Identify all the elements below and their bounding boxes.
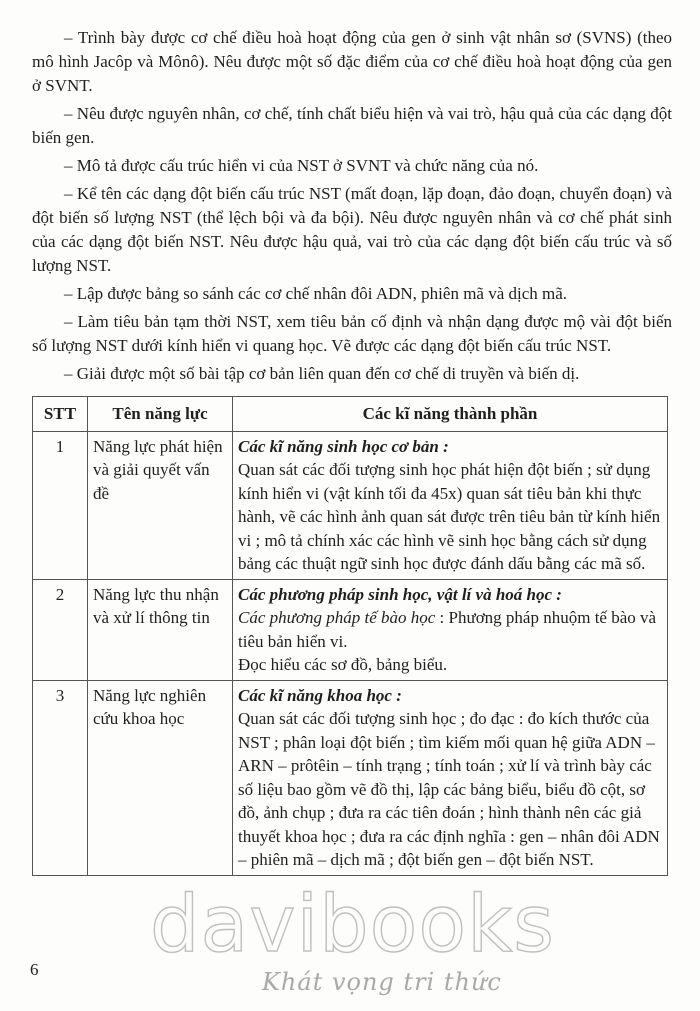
objective-paragraph: – Làm tiêu bản tạm thời NST, xem tiêu bản cố định và nhận dạng được mộ vài đột biến số lượng NST dưới kính hiển vi quang học. Vẽ được các dạng đột biến cấu trúc NST. <box>32 312 672 355</box>
skills-subheading: Các phương pháp tế bào học <box>238 608 436 627</box>
skills-extra-text: Đọc hiểu các sơ đồ, bảng biểu. <box>238 655 448 674</box>
skills-text: Quan sát các đối tượng sinh học phát hiện đột biến ; sử dụng kính hiển vi (vật kính tối đa 45x) quan sát tiêu bản khi thực hành, vẽ các hình ảnh quan sát được trên tiêu bản từ kính hiển vi ; mô tả chính xác các hình vẽ sinh học bằng cách sử dụng bảng các thuật ngữ sinh học được đánh dấu bằng các mã số. <box>238 460 661 573</box>
skills-heading: Các kĩ năng khoa học : <box>238 685 402 705</box>
table-header-row <box>33 397 668 432</box>
page-body <box>32 26 672 390</box>
skills-cell <box>233 579 668 680</box>
competency-name: Năng lực phát hiện và giải quyết vấn đề <box>88 431 233 579</box>
competency-table <box>32 396 668 876</box>
row-number: 2 <box>33 579 88 680</box>
objective-paragraph: – Kể tên các dạng đột biến cấu trúc NST (mất đoạn, lặp đoạn, đảo đoạn, chuyển đoạn) và đột biến số lượng NST (thể lệch bội và đa bội). Nêu được nguyên nhân và cơ chế phát sinh của các dạng đột biến NST. Nêu được hậu quả, vai trò của các dạng đột biến cấu trúc và số lượng NST. <box>32 184 672 275</box>
skills-cell <box>233 680 668 875</box>
header-competency-name: Tên năng lực <box>88 397 233 432</box>
objective-paragraph: – Lập được bảng so sánh các cơ chế nhân đôi ADN, phiên mã và dịch mã. <box>64 284 568 303</box>
objective-paragraph: – Mô tả được cấu trúc hiển vi của NST ở SVNT và chức năng của nó. <box>64 156 539 175</box>
table-row <box>33 680 668 875</box>
row-number: 3 <box>33 680 88 875</box>
skills-heading: Các kĩ năng sinh học cơ bản : <box>238 436 449 456</box>
objective-paragraph: – Trình bày được cơ chế điều hoà hoạt động của gen ở sinh vật nhân sơ (SVNS) (theo mô hình Jacôp và Mônô). Nêu được một số đặc điểm của cơ chế điều hoà hoạt động của gen ở SVNT. <box>32 28 672 95</box>
header-component-skills: Các kĩ năng thành phần <box>233 397 668 432</box>
table-row <box>33 431 668 579</box>
competency-name: Năng lực nghiên cứu khoa học <box>88 680 233 875</box>
objective-paragraph: – Giải được một số bài tập cơ bản liên quan đến cơ chế di truyền và biến dị. <box>64 364 580 383</box>
page-number: 6 <box>30 960 39 979</box>
table-row <box>33 579 668 680</box>
skills-heading: Các phương pháp sinh học, vật lí và hoá học : <box>238 584 562 604</box>
skills-text: : Phương pháp nhuộm tế bào và tiêu bản hiển vi. <box>238 608 657 651</box>
competency-name: Năng lực thu nhận và xử lí thông tin <box>88 579 233 680</box>
skills-text: Quan sát các đối tượng sinh học ; đo đạc : đo kích thước của NST ; phân loại đột biến ; tìm kiếm mối quan hệ giữa ADN – ARN – prôtêin – tính trạng ; tính toán ; xử lí và trình bày các số liệu bao gồm vẽ đồ thị, lập các bảng biểu, biểu đồ cột, sơ đồ, ảnh chụp ; đưa ra các tiên đoán ; hình thành nên các giả thuyết khoa học ; đưa ra các định nghĩa : gen – nhân đôi ADN – phiên mã – dịch mã ; đột biến gen – đột biến NST. <box>238 709 660 869</box>
header-stt: STT <box>33 397 88 432</box>
skills-cell <box>233 431 668 579</box>
publisher-watermark: davibooks <box>150 880 555 970</box>
objective-paragraph: – Nêu được nguyên nhân, cơ chế, tính chất biểu hiện và vai trò, hậu quả của các dạng đột biến gen. <box>32 104 672 147</box>
row-number: 1 <box>33 431 88 579</box>
watermark-slogan: Khát vọng tri thức <box>262 968 502 996</box>
